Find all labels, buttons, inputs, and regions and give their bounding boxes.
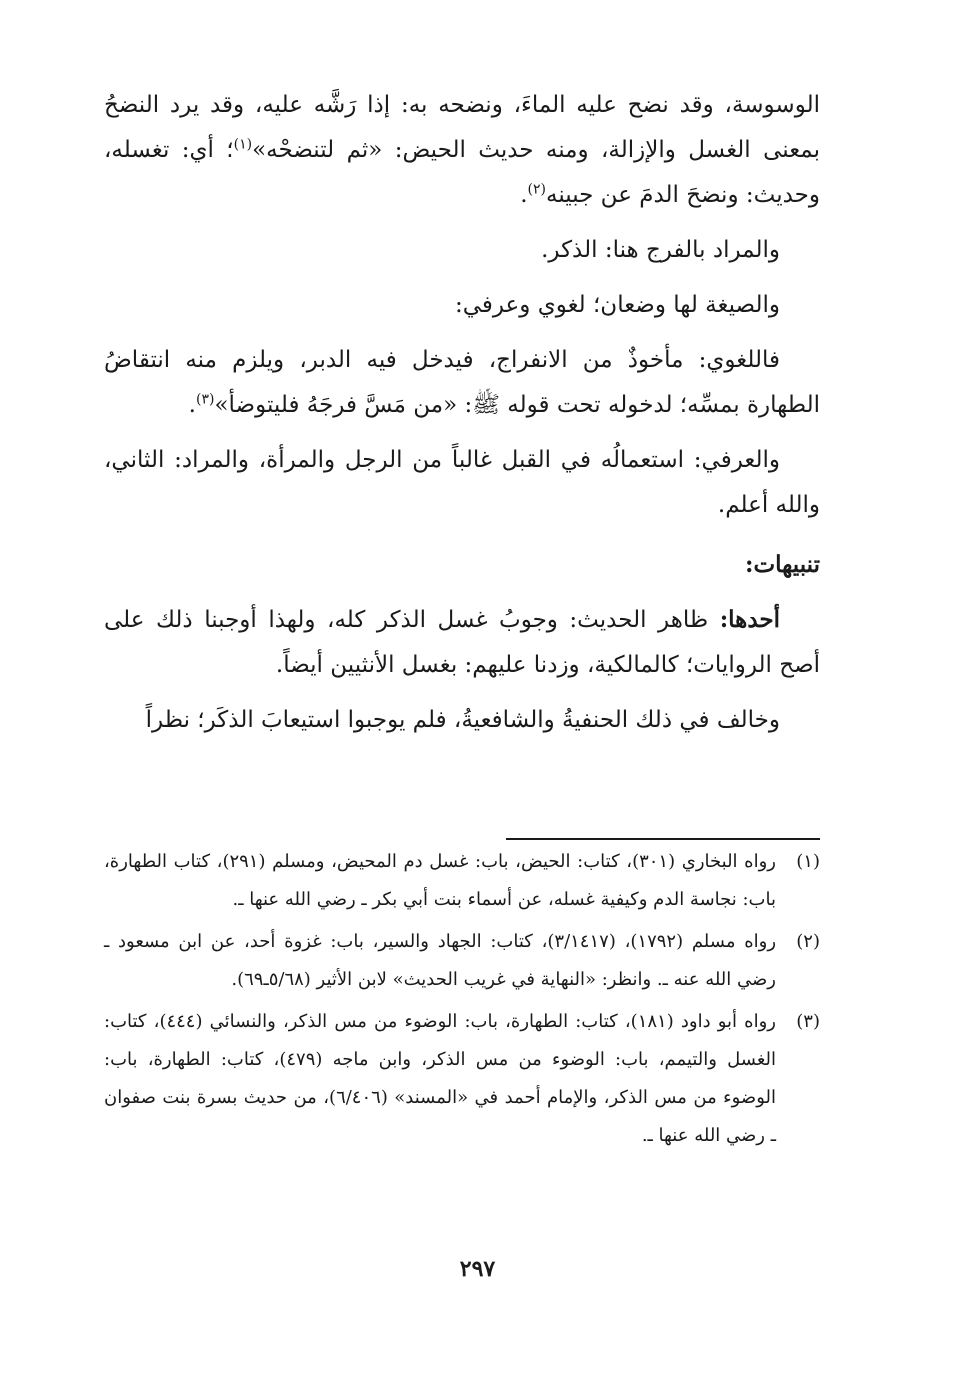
paragraph-1: [104, 83, 820, 218]
footnote-1-text: رواه البخاري (٣٠١)، كتاب: الحيض، باب: غسل دم المحيض، ومسلم (٢٩١)، كتاب الطهارة، باب: نجاسة الدم وكيفية غسله، عن أسماء بنت أبي بكر ـ رضي الله عنها ـ.: [104, 851, 776, 910]
paragraph-4-end: .: [188, 392, 196, 418]
footnote-2-number: (٢): [796, 931, 820, 952]
paragraph-7: وخالف في ذلك الحنفيةُ والشافعيةُ، فلم يوجبوا استيعابَ الذكَر؛ نظراً: [145, 707, 780, 733]
footnote-1: [104, 843, 820, 919]
footnote-3-number: (٣): [796, 1011, 820, 1032]
paragraph-6-text: ظاهر الحديث: وجوبُ غسل الذكر كله، ولهذا أوجبنا ذلك على أصح الروايات؛ كالمالكية، وزدنا عليهم: بغسل الأنثيين أيضاً.: [104, 607, 820, 678]
footnote-3: [104, 1003, 820, 1155]
footnote-ref-2[interactable]: (٢): [527, 181, 546, 198]
footnote-2-text: رواه مسلم (١٧٩٢)، (٣/١٤١٧)، كتاب: الجهاد والسير، باب: غزوة أحد، عن ابن مسعود ـ رضي الله عنه ـ. وانظر: «النهاية في غريب الحديث» لابن الأثير (٥/٦٨ـ٦٩).: [104, 931, 777, 990]
footnote-2: [104, 923, 820, 999]
paragraph-3: والصيغة لها وضعان؛ لغوي وعرفي:: [454, 292, 780, 318]
footnote-1-number: (١): [796, 851, 820, 872]
footnotes-section: [104, 843, 820, 1159]
paragraph-4-text: فاللغوي: مأخوذٌ من الانفراج، فيدخل فيه الدبر، ويلزم منه انتقاضُ الطهارة بمسِّه؛ لدخوله تحت قوله ﷺ: «من مَسَّ فرجَهُ فليتوضأ»: [104, 347, 820, 418]
paragraph-2: والمراد بالفرج هنا: الذكر.: [541, 237, 780, 263]
page-number: ٢٩٧: [459, 1256, 496, 1282]
footnote-ref-1[interactable]: (١): [233, 136, 253, 153]
paragraph-6-lead: أحدها:: [719, 606, 780, 633]
paragraph-6: [104, 597, 820, 688]
footnote-ref-3[interactable]: (٣): [195, 391, 215, 408]
footnote-divider: [506, 838, 820, 840]
footnote-3-text: رواه أبو داود (١٨١)، كتاب: الطهارة، باب: الوضوء من مس الذكر، والنسائي (٤٤٤)، كتاب: الغسل والتيمم، باب: الوضوء من مس الذكر، وابن ماجه (٤٧٩)، كتاب: الطهارة، باب: الوضوء من مس الذكر، والإمام أحمد في «المسند» (٦/٤٠٦)، من حديث بسرة بنت صفوان ـ رضي الله عنها ـ.: [104, 1011, 776, 1146]
paragraph-5: والعرفي: استعمالُه في القبل غالباً من الرجل والمرأة، والمراد: الثاني، والله أعلم.: [104, 447, 820, 518]
section-heading: تنبيهات:: [745, 551, 820, 578]
paragraph-4: [104, 338, 820, 428]
paragraph-1-end: .: [520, 182, 528, 208]
main-body-text: [104, 83, 820, 753]
paragraph-1-middle: ؛ أي: تغسله، وحديث: ونضحَ الدمَ عن جبينه: [104, 137, 820, 208]
paragraph-1-text: الوسوسة، وقد نضح عليه الماءَ، ونضحه به: إذا رَشَّه عليه، وقد يرد النضحُ بمعنى الغسل والإزالة، ومنه حديث الحيض: «ثم لتنضحْه»: [104, 92, 820, 163]
